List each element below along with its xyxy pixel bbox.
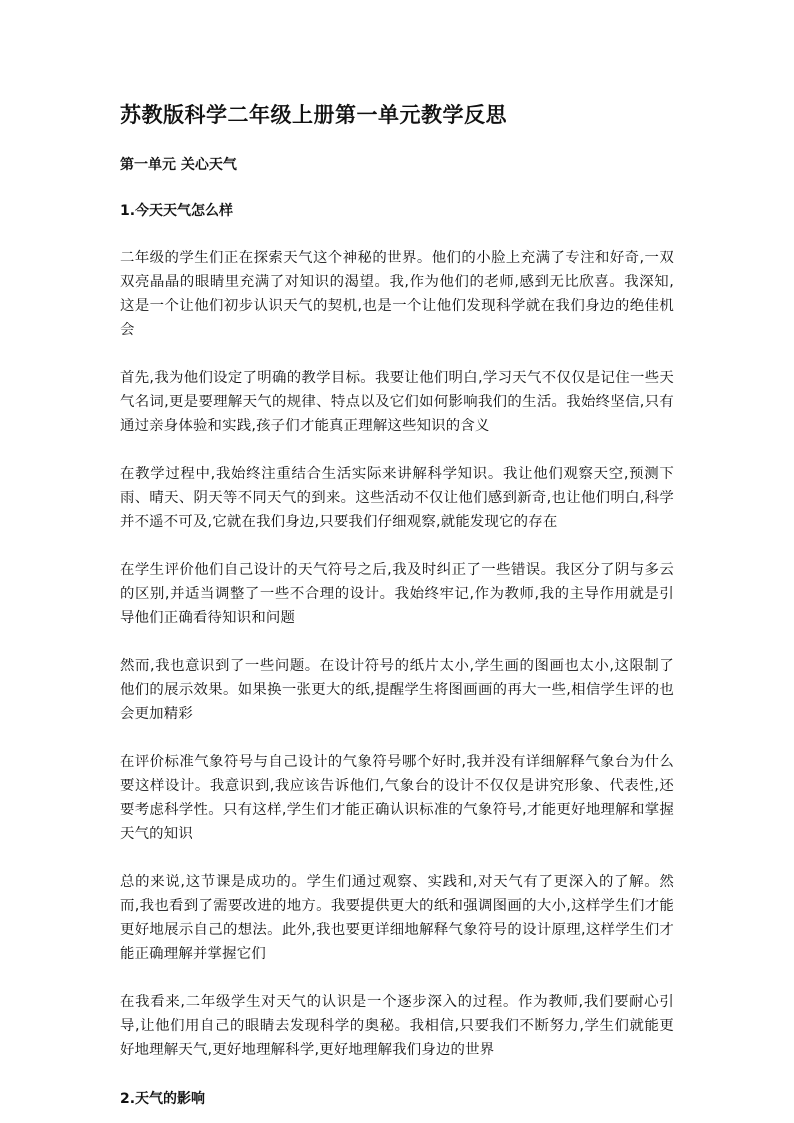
paragraph-7: 总的来说,这节课是成功的。学生们通过观察、实践和,对天气有了更深入的了解。然而,我也看到了需要改进的地方。我要提供更大的纸和强调图画的大小,这样学生们才能更好地展示自己的想法。此外,我也要更详细地解释气象符号的设计原理,这样学生们才能正确理解并掌握它们 [120,874,674,962]
unit-title: 第一单元 关心天气 [120,157,237,173]
paragraph-2: 首先,我为他们设定了明确的教学目标。我要让他们明白,学习天气不仅仅是记住一些天气名词,更是要理解天气的规律、特点以及它们如何影响我们的生活。我始终坚信,只有通过亲身体验和实践,孩子们才能真正理解这些知识的含义 [120,370,674,434]
document-title: 苏教版科学二年级上册第一单元教学反思 [120,103,507,127]
lesson-1-title: 1.今天天气怎么样 [120,203,234,219]
paragraph-8: 在我看来,二年级学生对天气的认识是一个逐步深入的过程。作为教师,我们要耐心引导,让他们用自己的眼睛去发现科学的奥秘。我相信,只要我们不断努力,学生们就能更好地理解天气,更好地理解科学,更好地理解我们身边的世界 [120,994,674,1058]
paragraph-5: 然而,我也意识到了一些问题。在设计符号的纸片太小,学生画的图画也太小,这限制了他们的展示效果。如果换一张更大的纸,提醒学生将图画画的再大一些,相信学生评的也会更加精彩 [120,658,674,722]
lesson-2-title: 2.天气的影响 [120,1091,206,1107]
paragraph-1: 二年级的学生们正在探索天气这个神秘的世界。他们的小脸上充满了专注和好奇,一双双亮晶晶的眼睛里充满了对知识的渴望。我,作为他们的老师,感到无比欣喜。我深知,这是一个让他们初步认识天气的契机,也是一个让他们发现科学就在我们身边的绝佳机会 [120,250,674,338]
paragraph-6: 在评价标准气象符号与自己设计的气象符号哪个好时,我并没有详细解释气象台为什么要这样设计。我意识到,我应该告诉他们,气象台的设计不仅仅是讲究形象、代表性,还要考虑科学性。只有这样,学生们才能正确认识标准的气象符号,才能更好地理解和掌握天气的知识 [120,754,674,842]
paragraph-4: 在学生评价他们自己设计的天气符号之后,我及时纠正了一些错误。我区分了阴与多云的区别,并适当调整了一些不合理的设计。我始终牢记,作为教师,我的主导作用就是引导他们正确看待知识和问题 [120,562,674,626]
paragraph-3: 在教学过程中,我始终注重结合生活实际来讲解科学知识。我让他们观察天空,预测下雨、晴天、阴天等不同天气的到来。这些活动不仅让他们感到新奇,也让他们明白,科学并不遥不可及,它就在我们身边,只要我们仔细观察,就能发现它的存在 [120,466,674,530]
